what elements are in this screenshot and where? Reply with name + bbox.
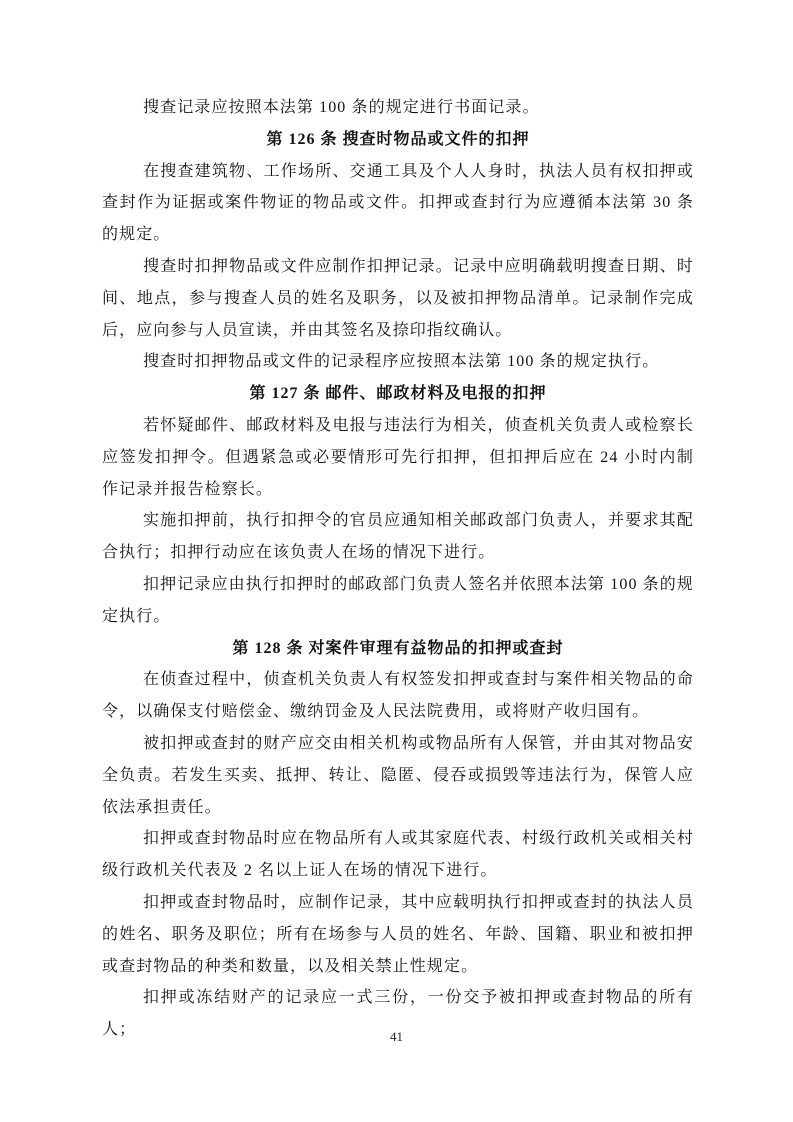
paragraph: 扣押或冻结财产的记录应一式三份，一份交予被扣押或查封物品的所有人； xyxy=(102,989,694,1039)
article-heading: 第 128 条 对案件审理有益物品的扣押或查封 xyxy=(232,639,564,657)
paragraph: 搜查记录应按照本法第 100 条的规定进行书面记录。 xyxy=(143,99,540,116)
document-body xyxy=(102,92,694,1046)
article-heading: 第 127 条 邮件、邮政材料及电报的扣押 xyxy=(249,385,547,403)
paragraph: 搜查时扣押物品或文件的记录程序应按照本法第 100 条的规定执行。 xyxy=(143,353,660,371)
paragraph: 在侦查过程中，侦查机关负责人有权签发扣押或查封与案件相关物品的命令，以确保支付赔偿金、缴纳罚金及人民法院费用，或将财产收归国有。 xyxy=(102,671,694,721)
paragraph: 扣押记录应由执行扣押时的邮政部门负责人签名并依照本法第 100 条的规定执行。 xyxy=(102,575,694,625)
paragraph: 若怀疑邮件、邮政材料及电报与违法行为相关，侦查机关负责人或检察长应签发扣押令。但遇紧急或必要情形可先行扣押，但扣押后应在 24 小时内制作记录并报告检察长。 xyxy=(102,416,694,498)
paragraph: 在搜查建筑物、工作场所、交通工具及个人人身时，执法人员有权扣押或查封作为证据或案件物证的物品或文件。扣押或查封行为应遵循本法第 30 条的规定。 xyxy=(102,162,694,244)
paragraph: 扣押或查封物品时，应制作记录，其中应载明执行扣押或查封的执法人员的姓名、职务及职位；所有在场参与人员的姓名、年龄、国籍、职业和被扣押或查封物品的种类和数量，以及相关禁止性规定。 xyxy=(102,893,694,975)
article-heading: 第 126 条 搜查时物品或文件的扣押 xyxy=(266,130,530,148)
page-number: 41 xyxy=(390,1029,403,1044)
paragraph: 实施扣押前，执行扣押令的官员应通知相关邮政部门负责人，并要求其配合执行；扣押行动应在该负责人在场的情况下进行。 xyxy=(102,512,694,562)
paragraph: 搜查时扣押物品或文件应制作扣押记录。记录中应明确载明搜查日期、时间、地点，参与搜查人员的姓名及职务，以及被扣押物品清单。记录制作完成后，应向参与人员宣读，并由其签名及捺印指纹确认。 xyxy=(102,257,694,339)
paragraph: 扣押或查封物品时应在物品所有人或其家庭代表、村级行政机关或相关村级行政机关代表及 2 名以上证人在场的情况下进行。 xyxy=(102,830,694,880)
paragraph: 被扣押或查封的财产应交由相关机构或物品所有人保管，并由其对物品安全负责。若发生买卖、抵押、转让、隐匿、侵吞或损毁等违法行为，保管人应依法承担责任。 xyxy=(102,734,694,816)
